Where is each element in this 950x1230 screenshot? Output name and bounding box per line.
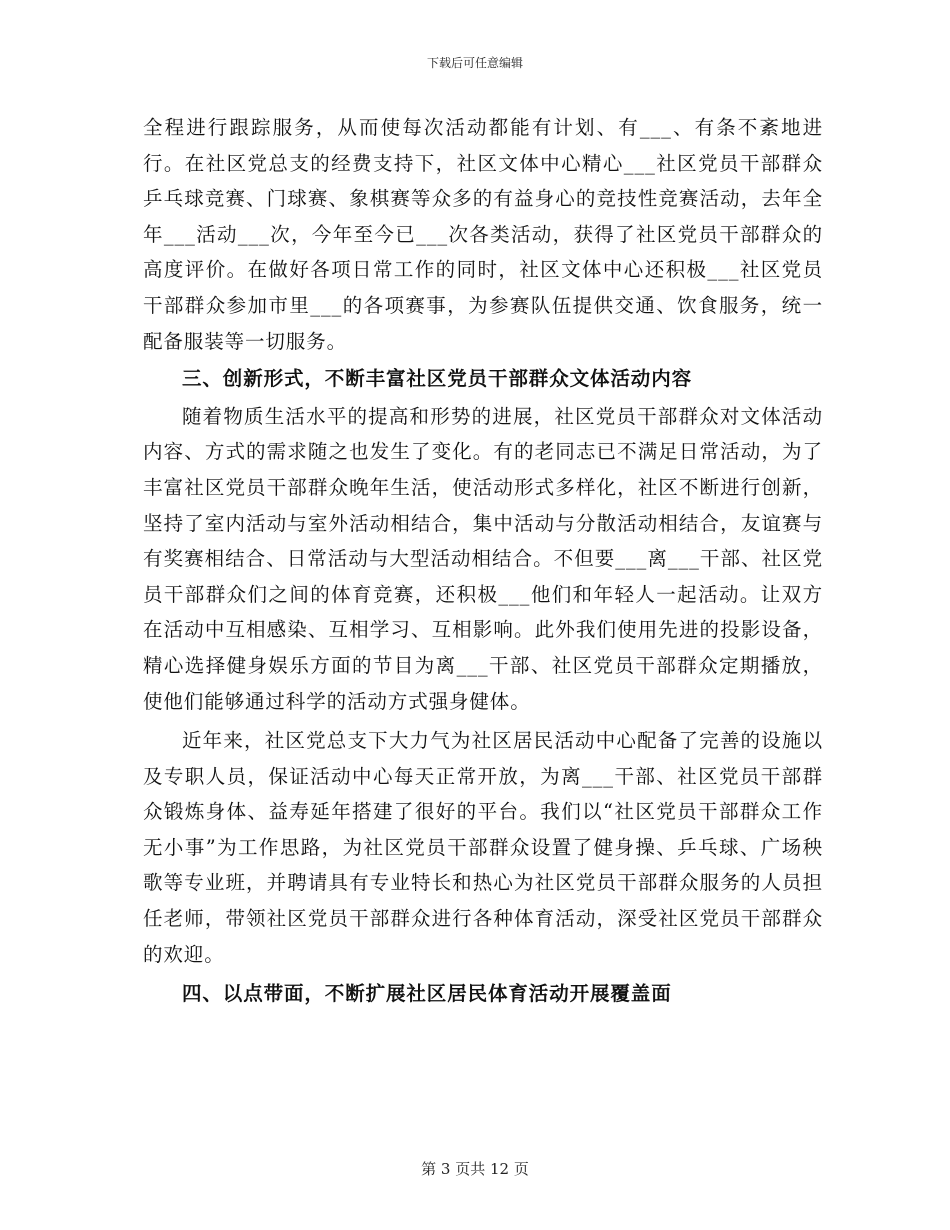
document-body (143, 110, 823, 1014)
paragraph-recent-years: 近年来，社区党总支下大力气为社区居民活动中心配备了完善的设施以及专职人员，保证活动中心每天正常开放，为离___干部、社区党员干部群众锻炼身体、益寿延年搭建了很好的平台。我们以“社区党员干部群众工作无小事”为工作思路，为社区党员干部群众设置了健身操、乒乓球、广场秧歌等专业班，并聘请具有专业特长和热心为社区党员干部群众服务的人员担任老师，带领社区党员干部群众进行各种体育活动，深受社区党员干部群众的欢迎。 (143, 729, 823, 966)
page-header: 下载后可任意编辑 (426, 56, 523, 70)
section-heading-4: 四、以点带面，不断扩展社区居民体育活动开展覆盖面 (182, 982, 672, 1006)
section-heading-3: 三、创新形式，不断丰富社区党员干部群众文体活动内容 (182, 367, 693, 391)
paragraph-continuation: 全程进行跟踪服务，从而使每次活动都能有计划、有___、有条不紊地进行。在社区党总支的经费支持下，社区文体中心精心___社区党员干部群众乒乓球竞赛、门球赛、象棋赛等众多的有益身心的竞技性竞赛活动，去年全年___活动___次，今年至今已___次各类活动，获得了社区党员干部群众的高度评价。在做好各项日常工作的同时，社区文体中心还积极___社区党员干部群众参加市里___的各项赛事，为参赛队伍提供交通、饮食服务，统一配备服装等一切服务。 (143, 116, 823, 353)
paragraph-innovation: 随着物质生活水平的提高和形势的进展，社区党员干部群众对文体活动内容、方式的需求随之也发生了变化。有的老同志已不满足日常活动，为了丰富社区党员干部群众晚年生活，使活动形式多样化，社区不断进行创新，坚持了室内活动与室外活动相结合，集中活动与分散活动相结合，友谊赛与有奖赛相结合、日常活动与大型活动相结合。不但要___离___干部、社区党员干部群众们之间的体育竞赛，还积极___他们和年轻人一起活动。让双方在活动中互相感染、互相学习、互相影响。此外我们使用先进的投影设备，精心选择健身娱乐方面的节目为离___干部、社区党员干部群众定期播放，使他们能够通过科学的活动方式强身健体。 (143, 404, 823, 713)
page-footer: 第 3 页共 12 页 (421, 1160, 529, 1178)
